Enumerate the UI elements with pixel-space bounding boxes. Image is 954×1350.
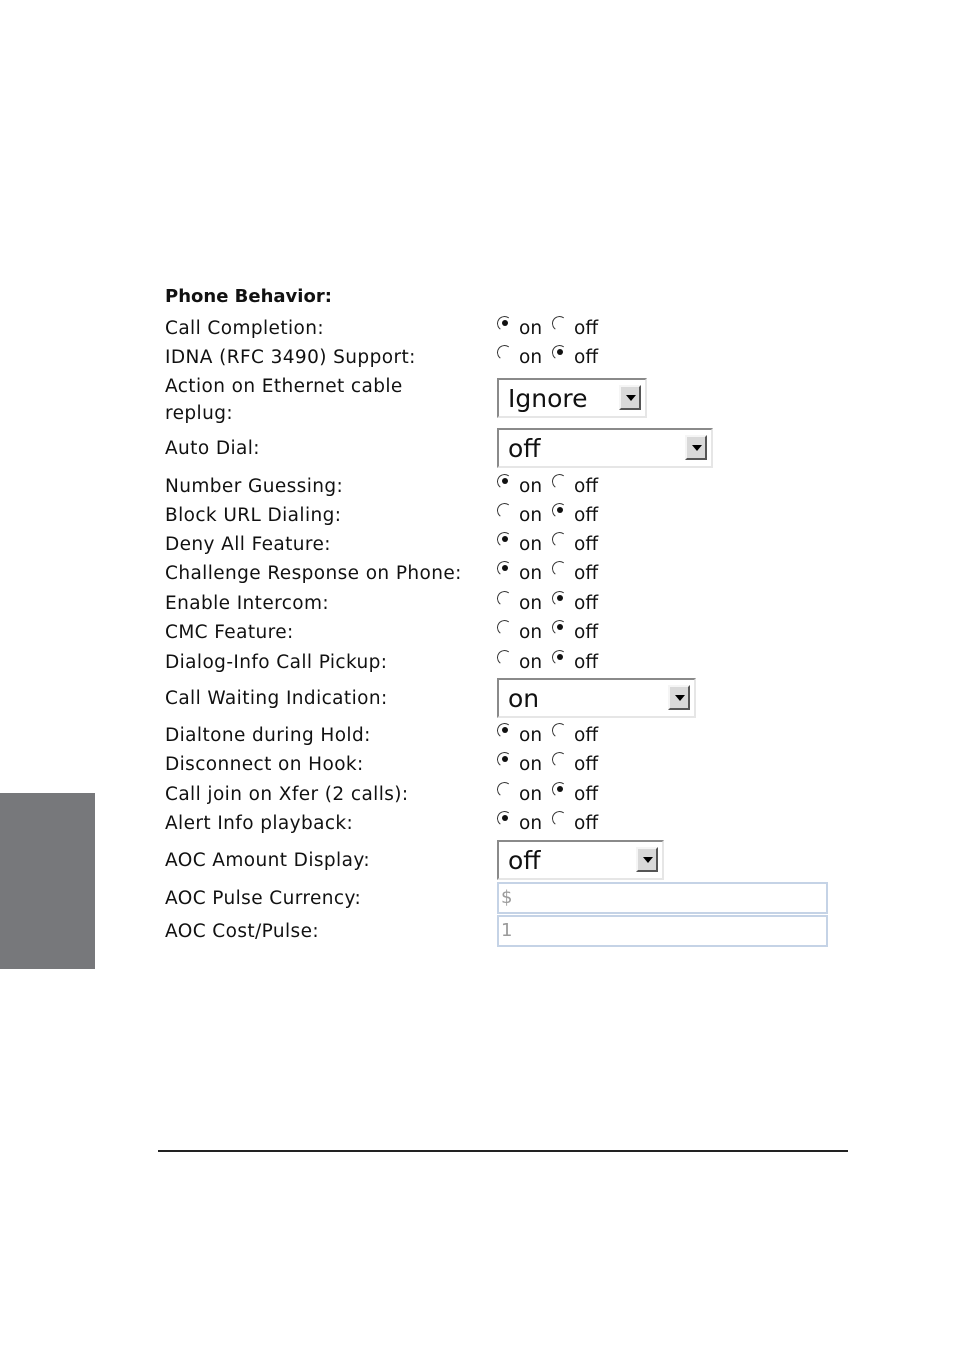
setting-label: Disconnect on Hook: bbox=[165, 754, 364, 775]
off-radio-label: off bbox=[574, 652, 599, 673]
on-radio[interactable] bbox=[497, 503, 512, 518]
off-radio[interactable] bbox=[552, 532, 567, 547]
on-radio-label: on bbox=[519, 563, 543, 584]
auto-dial-select[interactable] bbox=[497, 428, 713, 468]
on-radio[interactable] bbox=[497, 474, 512, 489]
on-radio-label: on bbox=[519, 347, 543, 368]
off-radio-label: off bbox=[574, 534, 599, 555]
on-radio-label: on bbox=[519, 813, 543, 834]
off-radio-label: off bbox=[574, 476, 599, 497]
off-radio[interactable] bbox=[552, 345, 567, 360]
on-radio-label: on bbox=[519, 318, 543, 339]
off-radio[interactable] bbox=[552, 503, 567, 518]
setting-label: IDNA (RFC 3490) Support: bbox=[165, 347, 416, 368]
on-radio-label: on bbox=[519, 476, 543, 497]
off-radio[interactable] bbox=[552, 811, 567, 826]
off-radio[interactable] bbox=[552, 561, 567, 576]
radio-group bbox=[497, 505, 608, 526]
off-radio[interactable] bbox=[552, 650, 567, 665]
setting-label: Deny All Feature: bbox=[165, 534, 331, 555]
on-radio-label: on bbox=[519, 754, 543, 775]
on-radio[interactable] bbox=[497, 752, 512, 767]
setting-label: Alert Info playback: bbox=[165, 813, 354, 834]
on-radio[interactable] bbox=[497, 811, 512, 826]
footer-rule bbox=[158, 1150, 848, 1152]
on-radio-label: on bbox=[519, 505, 543, 526]
on-radio[interactable] bbox=[497, 723, 512, 738]
chevron-down-icon[interactable] bbox=[619, 385, 641, 410]
off-radio[interactable] bbox=[552, 474, 567, 489]
setting-label: CMC Feature: bbox=[165, 622, 294, 643]
aoc-cost-pulse-input[interactable]: 1 bbox=[497, 915, 828, 947]
on-radio-label: on bbox=[519, 784, 543, 805]
chevron-down-icon[interactable] bbox=[636, 847, 658, 872]
on-radio[interactable] bbox=[497, 316, 512, 331]
off-radio-label: off bbox=[574, 318, 599, 339]
off-radio-label: off bbox=[574, 813, 599, 834]
setting-label: Call Completion: bbox=[165, 318, 325, 339]
aoc-amount-display-select[interactable] bbox=[497, 840, 664, 880]
setting-label: Dialog-Info Call Pickup: bbox=[165, 652, 388, 673]
on-radio[interactable] bbox=[497, 561, 512, 576]
off-radio-label: off bbox=[574, 725, 599, 746]
setting-label: Challenge Response on Phone: bbox=[165, 563, 462, 584]
chevron-down-icon[interactable] bbox=[685, 435, 707, 460]
on-radio-label: on bbox=[519, 725, 543, 746]
on-radio[interactable] bbox=[497, 620, 512, 635]
setting-label: Call join on Xfer (2 calls): bbox=[165, 784, 409, 805]
off-radio-label: off bbox=[574, 622, 599, 643]
off-radio-label: off bbox=[574, 563, 599, 584]
on-radio[interactable] bbox=[497, 345, 512, 360]
select-value: on bbox=[508, 684, 540, 713]
radio-group bbox=[497, 534, 608, 555]
select-value: off bbox=[508, 434, 541, 463]
aoc-pulse-currency-input[interactable]: $ bbox=[497, 882, 828, 914]
off-radio-label: off bbox=[574, 593, 599, 614]
radio-group bbox=[497, 754, 608, 775]
off-radio[interactable] bbox=[552, 752, 567, 767]
section-title: Phone Behavior: bbox=[165, 286, 332, 307]
setting-label: Enable Intercom: bbox=[165, 593, 330, 614]
off-radio-label: off bbox=[574, 784, 599, 805]
off-radio-label: off bbox=[574, 505, 599, 526]
radio-group bbox=[497, 813, 608, 834]
off-radio[interactable] bbox=[552, 591, 567, 606]
off-radio[interactable] bbox=[552, 723, 567, 738]
off-radio-label: off bbox=[574, 754, 599, 775]
radio-group bbox=[497, 476, 608, 497]
setting-label: Block URL Dialing: bbox=[165, 505, 342, 526]
select-value: off bbox=[508, 846, 541, 875]
on-radio[interactable] bbox=[497, 532, 512, 547]
select-value: Ignore bbox=[508, 384, 588, 413]
radio-group bbox=[497, 725, 608, 746]
radio-group bbox=[497, 622, 608, 643]
setting-label: Call Waiting Indication: bbox=[165, 688, 388, 709]
setting-label: Action on Ethernet cable replug: bbox=[165, 376, 403, 424]
radio-group bbox=[497, 563, 608, 584]
on-radio-label: on bbox=[519, 593, 543, 614]
on-radio[interactable] bbox=[497, 782, 512, 797]
setting-label: Auto Dial: bbox=[165, 438, 260, 459]
off-radio[interactable] bbox=[552, 620, 567, 635]
action-on-ethernet-select[interactable] bbox=[497, 378, 647, 418]
on-radio[interactable] bbox=[497, 591, 512, 606]
on-radio[interactable] bbox=[497, 650, 512, 665]
chevron-down-icon[interactable] bbox=[668, 685, 690, 710]
off-radio[interactable] bbox=[552, 782, 567, 797]
setting-label: AOC Pulse Currency: bbox=[165, 888, 362, 909]
side-tab-marker bbox=[0, 793, 95, 969]
setting-label: Number Guessing: bbox=[165, 476, 344, 497]
radio-group bbox=[497, 652, 608, 673]
radio-group bbox=[497, 784, 608, 805]
on-radio-label: on bbox=[519, 534, 543, 555]
on-radio-label: on bbox=[519, 622, 543, 643]
radio-group bbox=[497, 593, 608, 614]
off-radio-label: off bbox=[574, 347, 599, 368]
setting-label: AOC Amount Display: bbox=[165, 850, 370, 871]
radio-group bbox=[497, 347, 608, 368]
radio-group bbox=[497, 318, 608, 339]
setting-label: AOC Cost/Pulse: bbox=[165, 921, 319, 942]
call-waiting-indication-select[interactable] bbox=[497, 678, 696, 718]
setting-label: Dialtone during Hold: bbox=[165, 725, 371, 746]
off-radio[interactable] bbox=[552, 316, 567, 331]
on-radio-label: on bbox=[519, 652, 543, 673]
